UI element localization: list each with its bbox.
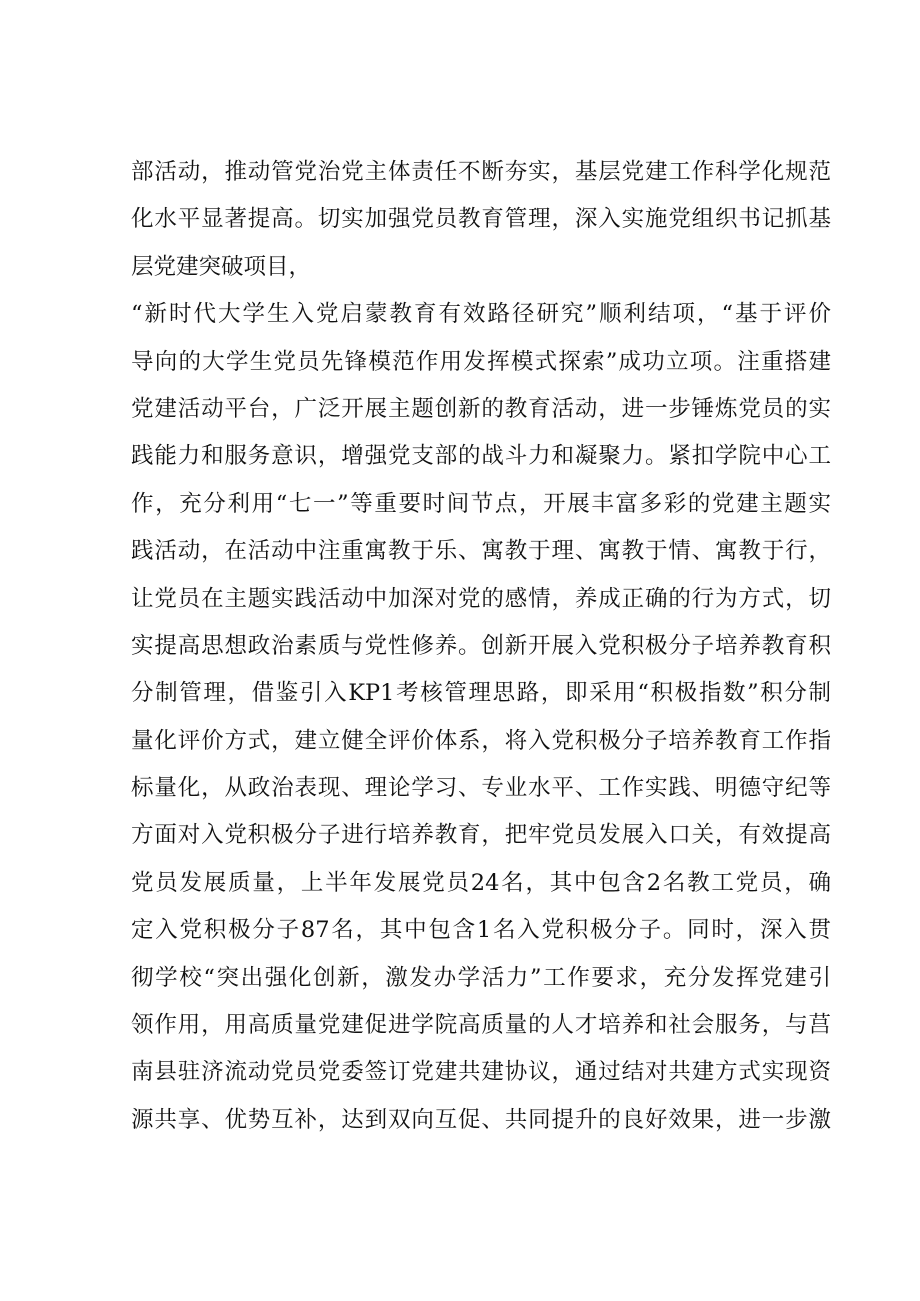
text-line: 党建活动平台，广泛开展主题创新的教育活动，进一步锤炼党员的实 [131, 395, 831, 422]
text-line: 作，充分利用“七一”等重要时间节点，开展丰富多彩的党建主题实 [131, 490, 831, 517]
text-line: 层党建突破项目， [131, 253, 312, 280]
text-line: 标量化，从政治表现、理论学习、专业水平、工作实践、明德守纪等 [131, 775, 831, 802]
text-line: 领作用，用高质量党建促进学院高质量的人才培养和社会服务，与莒 [131, 1012, 831, 1039]
text-line: 党员发展质量，上半年发展党员24名，其中包含2名教工党员，确 [131, 869, 831, 896]
text-line: 践活动，在活动中注重寓教于乐、寓教于理、寓教于情、寓教于行， [131, 538, 831, 565]
text-line: 彻学校“突出强化创新，激发办学活力”工作要求，充分发挥党建引 [131, 964, 831, 991]
body-text [131, 149, 831, 1144]
text-line: 让党员在主题实践活动中加深对党的感情，养成正确的行为方式，切 [131, 585, 831, 612]
text-line: 量化评价方式，建立健全评价体系，将入党积极分子培养教育工作指 [131, 727, 831, 754]
text-line: 定入党积极分子87名，其中包含1名入党积极分子。同时，深入贯 [131, 917, 831, 944]
text-line: 南县驻济流动党员党委签订党建共建协议，通过结对共建方式实现资 [131, 1059, 831, 1086]
text-line: 化水平显著提高。切实加强党员教育管理，深入实施党组织书记抓基 [131, 206, 831, 233]
text-line: 方面对入党积极分子进行培养教育，把牢党员发展入口关，有效提高 [131, 822, 831, 849]
text-line: 导向的大学生党员先锋模范作用发挥模式探索”成功立项。注重搭建 [131, 348, 831, 375]
text-line: 源共享、优势互补，达到双向互促、共同提升的良好效果，进一步激 [131, 1106, 831, 1133]
text-line: 部活动，推动管党治党主体责任不断夯实，基层党建工作科学化规范 [131, 159, 831, 185]
text-line: “新时代大学生入党启蒙教育有效路径研究”顺利结项，“基于评价 [131, 301, 831, 328]
text-line: 实提高思想政治素质与党性修养。创新开展入党积极分子培养教育积 [131, 632, 831, 659]
text-line: 践能力和服务意识，增强党支部的战斗力和凝聚力。紧扣学院中心工 [131, 443, 831, 470]
text-line: 分制管理，借鉴引入KP1考核管理思路，即采用“积极指数”积分制 [131, 680, 831, 707]
